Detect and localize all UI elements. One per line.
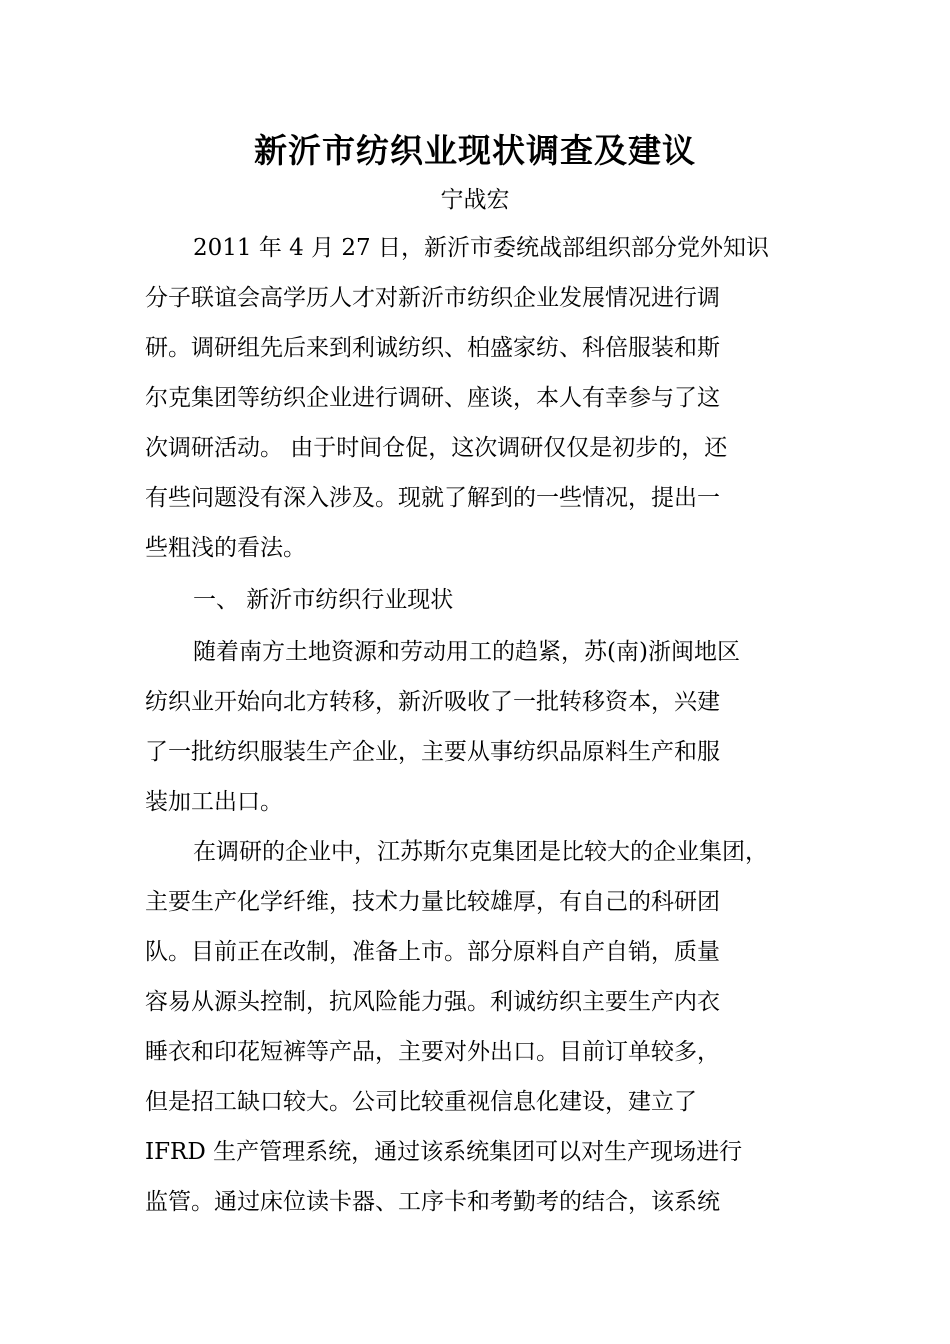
paragraph-1-line-5: 次调研活动。 由于时间仓促，这次调研仅仅是初步的，还 (145, 435, 728, 461)
document-title: 新沂市纺织业现状调查及建议 (254, 131, 696, 170)
paragraph-1-line-6: 有些问题没有深入涉及。现就了解到的一些情况，提出一 (145, 485, 720, 511)
paragraph-1-line-7: 些粗浅的看法。 (145, 535, 306, 561)
paragraph-3-line-6: 但是招工缺口较大。公司比较重视信息化建设，建立了 (145, 1089, 697, 1115)
paragraph-2-line-3: 了一批纺织服装生产企业，主要从事纺织品原料生产和服 (145, 739, 720, 765)
paragraph-3-line-1: 在调研的企业中，江苏斯尔克集团是比较大的企业集团， (193, 839, 768, 865)
paragraph-3-line-8: 监管。通过床位读卡器、工序卡和考勤考的结合，该系统 (145, 1189, 720, 1215)
paragraph-2-line-2: 纺织业开始向北方转移，新沂吸收了一批转移资本，兴建 (145, 689, 720, 715)
paragraph-1-line-2: 分子联谊会高学历人才对新沂市纺织企业发展情况进行调 (145, 285, 720, 311)
paragraph-3-line-3: 队。目前正在改制，准备上市。部分原料自产自销，质量 (145, 939, 720, 965)
paragraph-3-line-2: 主要生产化学纤维，技术力量比较雄厚，有自己的科研团 (145, 889, 720, 915)
paragraph-3-line-5: 睡衣和印花短裤等产品，主要对外出口。目前订单较多， (145, 1039, 720, 1065)
paragraph-2-line-4: 装加工出口。 (145, 789, 283, 815)
paragraph-1-line-1: 2011 年 4 月 27 日，新沂市委统战部组织部分党外知识 (193, 235, 769, 261)
paragraph-2-line-1: 随着南方土地资源和劳动用工的趋紧，苏(南)浙闽地区 (193, 639, 740, 665)
paragraph-1-line-3: 研。调研组先后来到利诚纺织、柏盛家纺、科倍服装和斯 (145, 335, 720, 361)
paragraph-3-line-7: IFRD 生产管理系统，通过该系统集团可以对生产现场进行 (145, 1139, 743, 1165)
paragraph-1-line-4: 尔克集团等纺织企业进行调研、座谈，本人有幸参与了这 (145, 385, 720, 411)
document-author: 宁战宏 (440, 187, 510, 213)
section-heading: 一、 新沂市纺织行业现状 (193, 587, 454, 613)
paragraph-3-line-4: 容易从源头控制，抗风险能力强。利诚纺织主要生产内衣 (145, 989, 720, 1015)
